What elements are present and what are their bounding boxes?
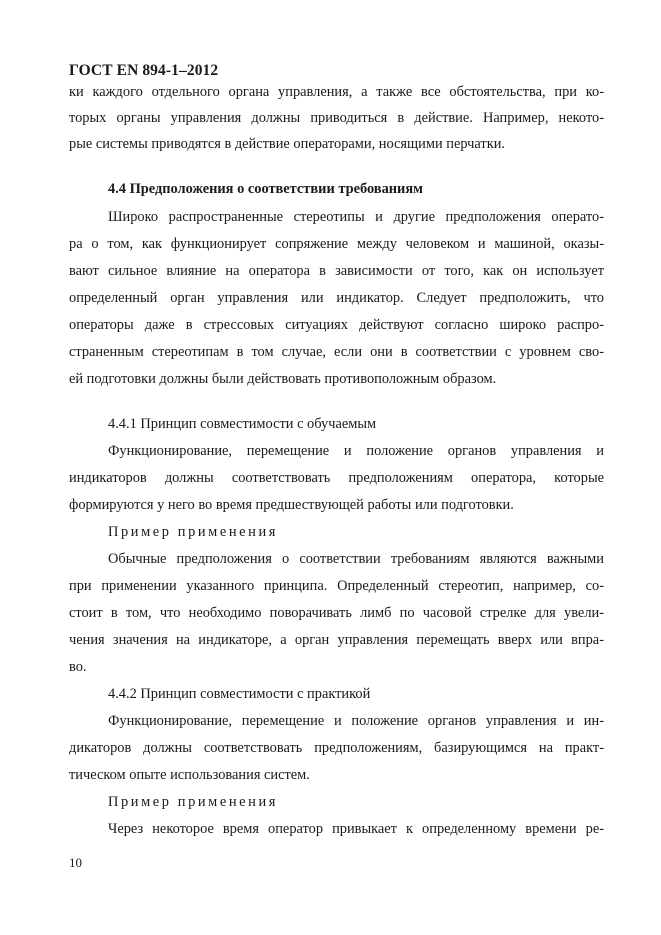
- example-label: Пример применения: [108, 524, 278, 540]
- text-line: ки каждого отдельного органа управления, а также все обстоятельства, при ко-: [69, 84, 604, 100]
- text-line: торых органы управления должны приводиться в действие. Например, некото-: [69, 110, 604, 126]
- document-header: ГОСТ EN 894-1–2012: [69, 62, 219, 79]
- section-heading: 4.4 Предположения о соответствии требованиям: [108, 181, 423, 197]
- text-line: тическом опыте использования систем.: [69, 767, 310, 783]
- text-line: при применении указанного принципа. Определенный стереотип, например, со-: [69, 578, 604, 594]
- text-line: индикаторов должны соответствовать предположениям оператора, которые: [69, 470, 604, 486]
- subsection-heading: 4.4.2 Принцип совместимости с практикой: [108, 686, 371, 702]
- text-line: Функционирование, перемещение и положение органов управления и ин-: [108, 713, 604, 729]
- text-line: формируются у него во время предшествующей работы или подготовки.: [69, 497, 514, 513]
- text-line: во.: [69, 659, 87, 675]
- subsection-heading: 4.4.1 Принцип совместимости с обучаемым: [108, 416, 377, 432]
- text-line: Обычные предположения о соответствии требованиям являются важными: [108, 551, 604, 567]
- page-number: 10: [69, 855, 82, 870]
- text-line: вают сильное влияние на оператора в зависимости от того, как он использует: [69, 263, 604, 279]
- text-line: Функционирование, перемещение и положение органов управления и: [108, 443, 604, 459]
- text-line: ей подготовки должны были действовать противоположным образом.: [69, 371, 497, 387]
- text-line: дикаторов должны соответствовать предположениям, базирующимся на практ-: [69, 740, 604, 756]
- text-line: операторы даже в стрессовых ситуациях действуют согласно широко распро-: [69, 317, 604, 333]
- text-line: Через некоторое время оператор привыкает к определенному времени ре-: [108, 821, 604, 837]
- text-line: стоит в том, что необходимо поворачивать лимб по часовой стрелке для увели-: [69, 605, 604, 621]
- text-line: страненным стереотипам в том случае, если они в соответствии с уровнем сво-: [69, 344, 604, 360]
- example-label: Пример применения: [108, 794, 278, 810]
- text-line: рые системы приводятся в действие операторами, носящими перчатки.: [69, 136, 505, 152]
- text-line: чения значения на индикаторе, а орган управления перемещать вверх или впра-: [69, 632, 604, 648]
- text-line: определенный орган управления или индикатор. Следует предположить, что: [69, 290, 604, 306]
- text-line: Широко распространенные стереотипы и другие предположения операто-: [108, 209, 604, 225]
- text-line: ра о том, как функционирует сопряжение между человеком и машиной, оказы-: [69, 236, 604, 252]
